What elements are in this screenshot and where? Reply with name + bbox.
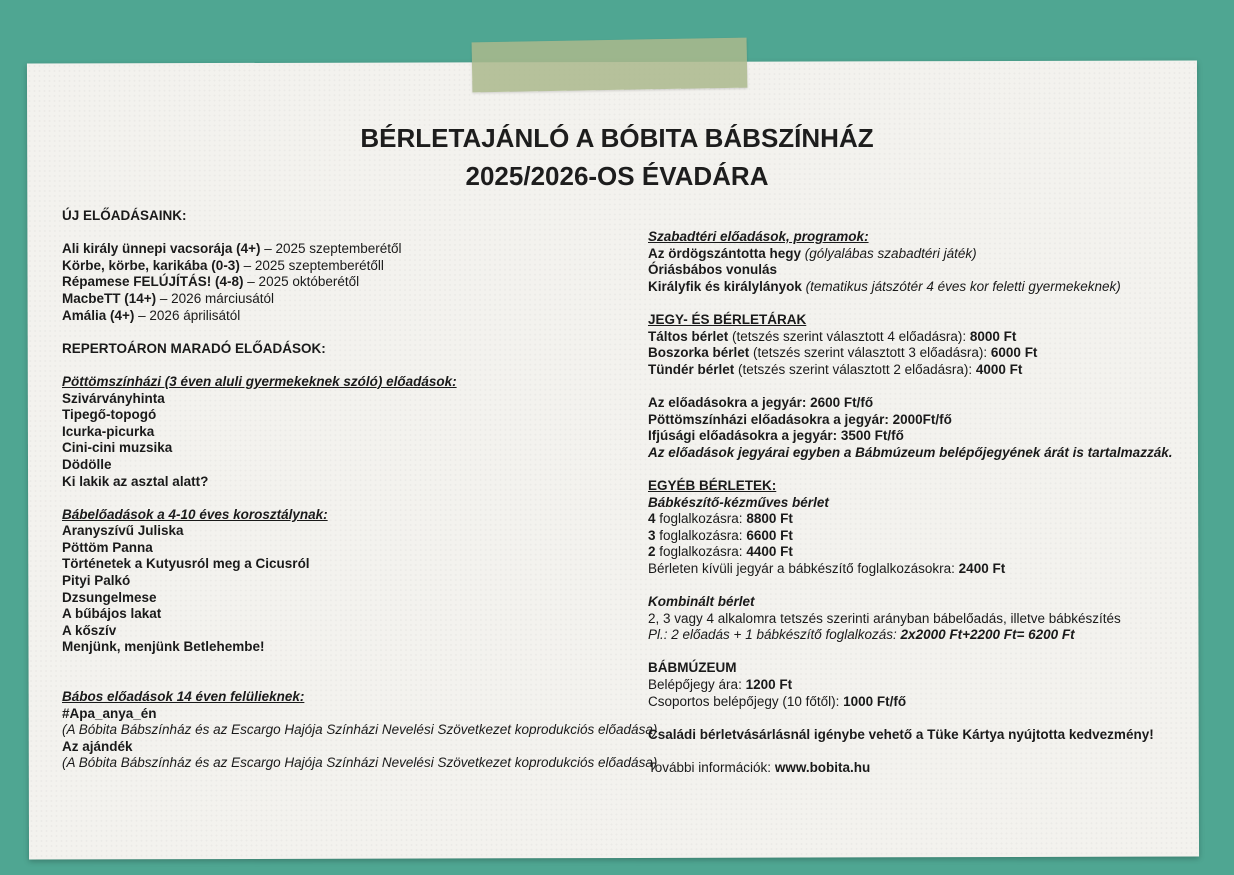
museum-item bbox=[648, 677, 1208, 694]
pass-name: Tündér bérlet bbox=[648, 361, 735, 377]
show-name: MacbeTT (14+) bbox=[62, 290, 157, 306]
combo-text: 2, 3 vagy 4 alkalomra tetszés szerinti arányban bábelőadás, illetve bábkészítés bbox=[648, 610, 1121, 626]
craft-price: 4400 Ft bbox=[746, 544, 793, 560]
list-item bbox=[648, 279, 1208, 296]
other-passes-heading: EGYÉB BÉRLETEK: bbox=[648, 477, 777, 493]
coproduction-note: (A Bóbita Bábszínház és az Escargo Hajója Színházi Nevelési Szövetkezet koprodukciós előadása) bbox=[62, 755, 658, 771]
show-name: Amália (4+) bbox=[62, 307, 135, 323]
list-item: Tipegő-topogó bbox=[62, 407, 157, 423]
pass-price: 4000 Ft bbox=[975, 361, 1023, 377]
new-show-item bbox=[62, 241, 642, 258]
ticket-label: Ifjúsági előadásokra a jegyár: bbox=[648, 428, 841, 444]
list-item bbox=[648, 262, 1208, 279]
list-item: Pöttöm Panna bbox=[62, 539, 153, 555]
ticket-value: 2000Ft/fő bbox=[892, 411, 952, 427]
craft-label: foglalkozásra: bbox=[655, 527, 747, 543]
ticket-price bbox=[648, 395, 1208, 412]
show-name: Répamese FELÚJÍTÁS! (4-8) bbox=[62, 274, 244, 290]
title-line-1: BÉRLETAJÁNLÓ A BÓBITA BÁBSZÍNHÁZ bbox=[360, 123, 874, 153]
list-item: Icurka-picurka bbox=[62, 423, 155, 439]
museum-label: Csoportos belépőjegy (10 főtől): bbox=[648, 693, 844, 709]
craft-count: 3 bbox=[648, 527, 656, 543]
list-item: A kőszív bbox=[62, 622, 117, 638]
family-discount-note: Családi bérletvásárlásnál igénybe vehető a Tüke Kártya nyújtotta kedvezmény! bbox=[648, 726, 1154, 742]
list-item: Dödölle bbox=[62, 456, 112, 472]
list-item: Cini-cini muzsika bbox=[62, 440, 173, 456]
craft-item bbox=[648, 511, 1208, 528]
craft-single-price: 2400 Ft bbox=[958, 560, 1006, 576]
prices-heading: JEGY- ÉS BÉRLETÁRAK bbox=[648, 311, 807, 327]
item-name: Az ördögszántotta hegy bbox=[648, 245, 802, 261]
pass-price: 8000 Ft bbox=[969, 328, 1017, 344]
item-note: (tematikus játszótér 4 éves kor feletti gyermekeknek) bbox=[801, 278, 1121, 294]
ticket-price bbox=[648, 412, 1208, 429]
list-item: Menjünk, menjünk Betlehembe! bbox=[62, 639, 265, 655]
list-item: #Apa_anya_én bbox=[62, 705, 157, 721]
website-link[interactable]: www.bobita.hu bbox=[774, 760, 871, 775]
list-item: A bűbájos lakat bbox=[62, 606, 162, 622]
item-name: Óriásbábos vonulás bbox=[648, 262, 778, 278]
tickets-note: Az előadások jegyárai egyben a Bábmúzeum belépőjegyének árát is tartalmazzák. bbox=[648, 444, 1173, 460]
show-date: – 2026 márciusától bbox=[156, 290, 274, 306]
list-item: Aranyszívű Juliska bbox=[62, 523, 184, 539]
new-show-item bbox=[62, 308, 642, 325]
new-show-item bbox=[62, 258, 642, 275]
craft-single-ticket bbox=[648, 561, 1208, 578]
craft-count: 2 bbox=[648, 544, 656, 560]
pass-desc: (tetszés szerint választott 4 előadásra): bbox=[728, 328, 970, 344]
museum-item bbox=[648, 694, 1208, 711]
more-info bbox=[648, 760, 1208, 777]
pass-desc: (tetszés szerint választott 2 előadásra): bbox=[734, 361, 976, 377]
show-date: – 2025 szeptemberétől bbox=[260, 241, 402, 257]
left-column bbox=[62, 208, 658, 772]
list-item: Pityi Palkó bbox=[62, 573, 131, 589]
masking-tape bbox=[472, 38, 748, 93]
ticket-value: 3500 Ft/fő bbox=[840, 428, 904, 444]
list-item: Ki lakik az asztal alatt? bbox=[62, 473, 209, 489]
kids-shows-heading: Bábelőadások a 4-10 éves korosztálynak: bbox=[62, 506, 328, 522]
combo-pass-heading: Kombinált bérlet bbox=[648, 594, 755, 610]
craft-price: 6600 Ft bbox=[746, 527, 793, 543]
show-date: – 2025 szeptemberétőll bbox=[239, 257, 384, 273]
show-name: Körbe, körbe, karikába (0-3) bbox=[62, 257, 240, 273]
craft-label: foglalkozásra: bbox=[655, 544, 747, 560]
craft-pass-heading: Bábkészítő-kézműves bérlet bbox=[648, 494, 829, 510]
toddler-shows-heading: Pöttömszínházi (3 éven aluli gyermekeknek szóló) előadások: bbox=[62, 373, 457, 389]
pass-price: 6000 Ft bbox=[990, 345, 1038, 361]
museum-label: Belépőjegy ára: bbox=[648, 677, 746, 693]
more-info-label: További információk: bbox=[648, 760, 775, 775]
pass-name: Boszorka bérlet bbox=[648, 345, 750, 361]
pass-desc: (tetszés szerint választott 3 előadásra): bbox=[749, 345, 991, 361]
pass-item bbox=[648, 329, 1208, 346]
ticket-price bbox=[648, 428, 1208, 445]
museum-price: 1000 Ft/fő bbox=[843, 693, 907, 709]
museum-heading: BÁBMÚZEUM bbox=[648, 660, 737, 676]
outdoor-heading: Szabadtéri előadások, programok: bbox=[648, 229, 869, 244]
craft-count: 4 bbox=[648, 511, 656, 527]
new-show-item bbox=[62, 291, 642, 308]
list-item: Történetek a Kutyusról meg a Cicusról bbox=[62, 556, 310, 572]
combo-example-label: Pl.: 2 előadás + 1 bábkészítő foglalkozás: bbox=[648, 627, 901, 643]
combo-example bbox=[648, 627, 1208, 644]
teen-shows-heading: Bábos előadások 14 éven felülieknek: bbox=[62, 689, 305, 705]
museum-price: 1200 Ft bbox=[745, 677, 793, 693]
combo-example-value: 2x2000 Ft+2200 Ft= 6200 Ft bbox=[900, 627, 1075, 643]
show-name: Ali király ünnepi vacsorája (4+) bbox=[62, 241, 261, 257]
item-note: (gólyalábas szabadtéri játék) bbox=[801, 245, 977, 261]
craft-item bbox=[648, 528, 1208, 545]
show-date: – 2026 áprilisától bbox=[134, 307, 241, 323]
list-item: Szivárványhinta bbox=[62, 390, 165, 406]
title-line-2: 2025/2026-OS ÉVADÁRA bbox=[465, 161, 769, 191]
new-show-item bbox=[62, 274, 642, 291]
pass-item bbox=[648, 362, 1208, 379]
new-shows-heading: ÚJ ELŐADÁSAINK: bbox=[62, 208, 187, 223]
pass-item bbox=[648, 345, 1208, 362]
coproduction-note: (A Bóbita Bábszínház és az Escargo Hajója Színházi Nevelési Szövetkezet koprodukciós előadása) bbox=[62, 722, 658, 738]
craft-item bbox=[648, 544, 1208, 561]
page-title bbox=[0, 119, 1234, 195]
craft-single-label: Bérleten kívüli jegyár a bábkészítő foglalkozásokra: bbox=[648, 560, 959, 576]
list-item bbox=[648, 246, 1208, 263]
craft-label: foglalkozásra: bbox=[655, 511, 747, 527]
ticket-label: Az előadásokra a jegyár: bbox=[648, 394, 811, 410]
list-item: Dzsungelmese bbox=[62, 589, 157, 605]
pass-name: Táltos bérlet bbox=[648, 328, 729, 344]
repertoire-heading: REPERTOÁRON MARADÓ ELŐADÁSOK: bbox=[62, 340, 326, 356]
craft-price: 8800 Ft bbox=[746, 511, 793, 527]
ticket-value: 2600 Ft/fő bbox=[810, 394, 874, 410]
item-name: Királyfik és királylányok bbox=[648, 278, 802, 294]
ticket-label: Pöttömszínházi előadásokra a jegyár: bbox=[648, 411, 893, 427]
show-date: – 2025 októberétől bbox=[243, 274, 360, 290]
list-item: Az ajándék bbox=[62, 738, 133, 754]
right-column bbox=[648, 229, 1208, 777]
